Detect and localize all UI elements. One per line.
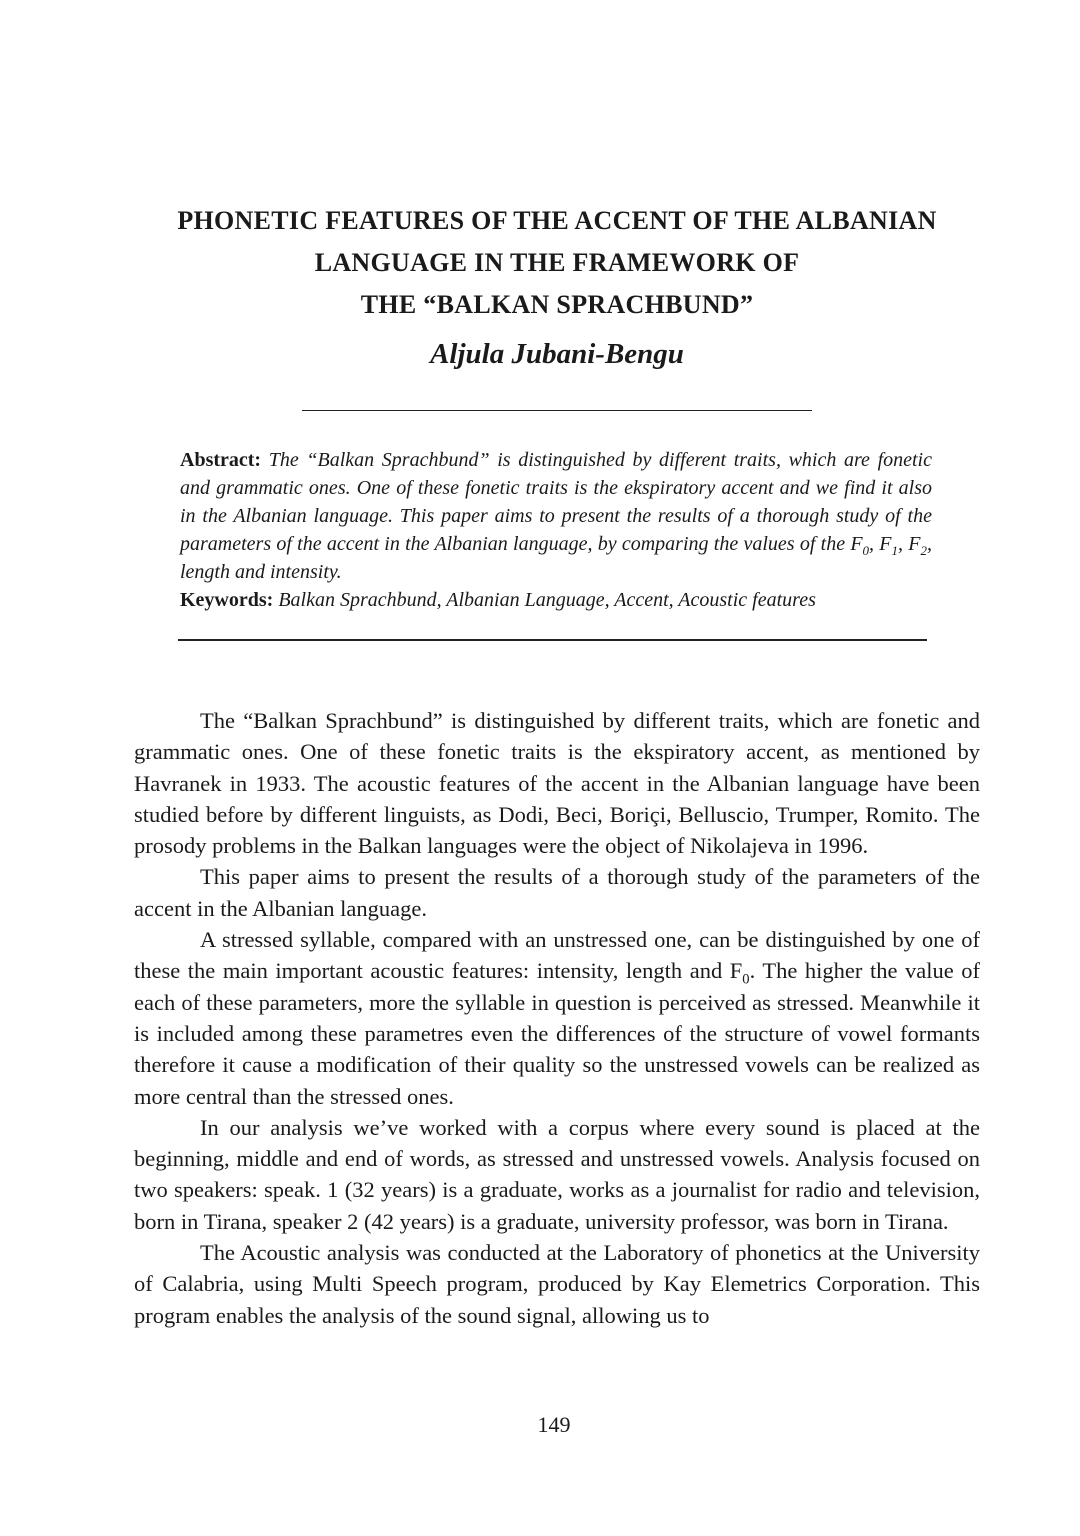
abstract-block	[180, 446, 932, 614]
body-paragraph-1: The “Balkan Sprachbund” is distinguished by different traits, which are fonetic and grammatic ones. One of these fonetic traits is the ekspiratory accent, as mentioned by Havranek in 1933. The acoustic features of the accent in the Albanian language have been studied before by different linguists, as Dodi, Beci, Boriçi, Belluscio, Trumper, Romito. The prosody problems in the Balkan languages were the object of Nikolajeva in 1996.	[134, 708, 980, 859]
body-paragraph-4: In our analysis we’ve worked with a corpus where every sound is placed at the beginning, middle and end of words, as stressed and unstressed vowels. Analysis focused on two speakers: speak. 1 (32 years) is a graduate, works as a journalist for radio and television, born in Tirana, speaker 2 (42 years) is a graduate, university professor, was born in Tirana.	[134, 1114, 980, 1234]
title-line-3: THE “BALKAN SPRACHBUND”	[360, 290, 754, 319]
keywords-label: Keywords:	[180, 589, 274, 611]
body-text	[134, 705, 980, 1331]
abstract-text-end: , length and intensity.	[180, 533, 933, 583]
title-line-1: PHONETIC FEATURES OF THE ACCENT OF THE ALBANIAN	[177, 206, 937, 235]
author-name: Aljula Jubani-Bengu	[430, 338, 684, 370]
abstract-text	[180, 449, 932, 583]
page-number: 149	[537, 1412, 571, 1437]
abstract-sep-2: , F	[898, 533, 921, 555]
divider-top	[302, 410, 812, 411]
keywords-paragraph	[180, 586, 932, 614]
body-paragraph-3-a: A stressed syllable, compared with an unstressed one, can be distinguished by one of these the main important acoustic features: intensity, length and F	[134, 927, 980, 984]
body-paragraph-3-sub: 0	[742, 971, 750, 988]
paper-title	[100, 200, 1014, 326]
abstract-sep-1: , F	[869, 533, 892, 555]
body-paragraph-5: The Acoustic analysis was conducted at the Laboratory of phonetics at the University of Calabria, using Multi Speech program, produced by Kay Elemetrics Corporation. This program enables the analysis of the sound signal, allowing us to	[134, 1240, 980, 1328]
abstract-text-main: The “Balkan Sprachbund” is distinguished by different traits, which are fonetic and grammatic ones. One of these fonetic traits is the ekspiratory accent and we find it also in the Albanian language. This paper aims to present the results of a thorough study of the parameters of the accent in the Albanian language, by comparing the values of the F	[180, 449, 932, 555]
abstract-sub-1: 1	[891, 543, 899, 558]
abstract-label: Abstract:	[180, 449, 262, 471]
abstract-sub-0: 0	[862, 543, 870, 558]
abstract-sub-2: 2	[920, 543, 928, 558]
title-line-2: LANGUAGE IN THE FRAMEWORK OF	[314, 248, 800, 277]
divider-bottom	[178, 639, 927, 641]
body-paragraph-3	[134, 924, 980, 1112]
body-paragraph-2: This paper aims to present the results of a thorough study of the parameters of the accent in the Albanian language.	[134, 864, 980, 921]
abstract-paragraph	[180, 446, 932, 586]
keywords-text: Balkan Sprachbund, Albanian Language, Accent, Acoustic features	[273, 589, 816, 611]
body-paragraph-3-b: . The higher the value of each of these parameters, more the syllable in question is perceived as stressed. Meanwhile it is included among these parametres even the differences of the structure of vowel formants therefore it cause a modification of their quality so the unstressed vowels can be realized as more central than the stressed ones.	[134, 958, 981, 1109]
